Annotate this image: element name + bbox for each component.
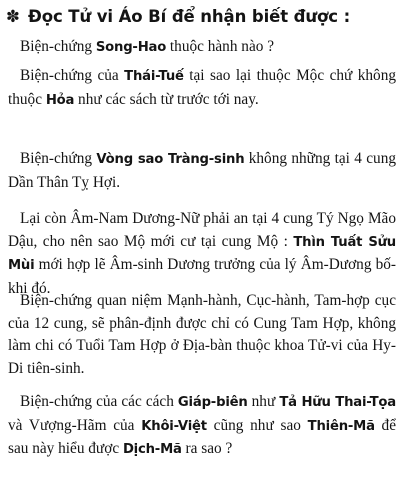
paragraph-text: để sau này hiểu được: [8, 416, 396, 457]
paragraph-thai-tue: [8, 65, 396, 112]
paragraph-text: Biện-chứng của các cách: [20, 393, 178, 410]
paragraph-text: không những tại 4 cung Dần Thân Tỵ Hợi.: [8, 150, 396, 191]
paragraph-tam-hop: [8, 290, 396, 380]
paragraph-text: cũng như sao: [206, 416, 308, 434]
keyword-ta-huu-thai-toa: Tả Hữu Thai-Tọa: [279, 395, 396, 410]
paragraph-text: tại sao lại thuộc Mộc chứ không thuộc: [8, 67, 397, 108]
paragraph-am-nam-duong-nu: [8, 208, 396, 300]
paragraph-text: Biện-chứng: [20, 38, 96, 55]
paragraph-text: như: [247, 393, 280, 410]
keyword-thai-tue: Thái-Tuế: [124, 69, 184, 84]
paragraph-song-hao: [8, 36, 396, 60]
keyword-thin-tuat-suu-mui: Thìn Tuất Sửu Mùi: [8, 234, 396, 273]
keyword-giap-bien: Giáp-biên: [177, 395, 248, 410]
paragraph-text: Biện-chứng quan niệm Mạnh-hành, Cục-hành, Tam-hợp cục của 12 cung, sẽ phân-định được chỉ có Cung Tam Hợp, không làm chi có Tuổi Tam Hợp ở Địa-bàn thuộc khoa Tử-vi của Hy-Di tiên-sinh.: [8, 292, 396, 377]
section-heading: [6, 4, 402, 30]
keyword-thien-ma: Thiên-Mã: [307, 418, 375, 434]
paragraph-trang-sinh: [8, 148, 396, 194]
keyword-vong-sao-trang-sinh: Vòng sao Tràng-sinh: [96, 152, 245, 167]
heading-text: Đọc Tử vi Áo Bí để nhận biết được :: [28, 7, 351, 26]
paragraph-text: thuộc hành nào ?: [166, 38, 275, 55]
paragraph-text: Biện-chứng của: [20, 67, 125, 84]
keyword-khoi-viet: Khôi-Việt: [141, 418, 207, 434]
keyword-hoa: Hỏa: [45, 92, 75, 108]
paragraph-giap-bien: [8, 391, 396, 462]
keyword-song-hao: Song-Hao: [95, 40, 167, 55]
paragraph-text: và Vượng-Hãm của: [8, 416, 142, 434]
paragraph-text: như các sách từ trước tới nay.: [74, 90, 259, 108]
paragraph-text: Biện-chứng: [20, 150, 97, 167]
paragraph-text: Lại còn Âm-Nam Dương-Nữ phải an tại 4 cung Tý Ngọ Mão Dậu, cho nên sao Mộ mới cư tại cung Mộ :: [8, 210, 396, 250]
keyword-dich-ma: Dịch-Mã: [122, 442, 182, 457]
paragraph-text: mới hợp lẽ Âm-sinh Dương trưởng của lý Âm-Dương bố-khi đó.: [8, 256, 396, 297]
flower-ornament-icon: ✽: [6, 7, 20, 26]
paragraph-text: ra sao ?: [181, 440, 233, 457]
